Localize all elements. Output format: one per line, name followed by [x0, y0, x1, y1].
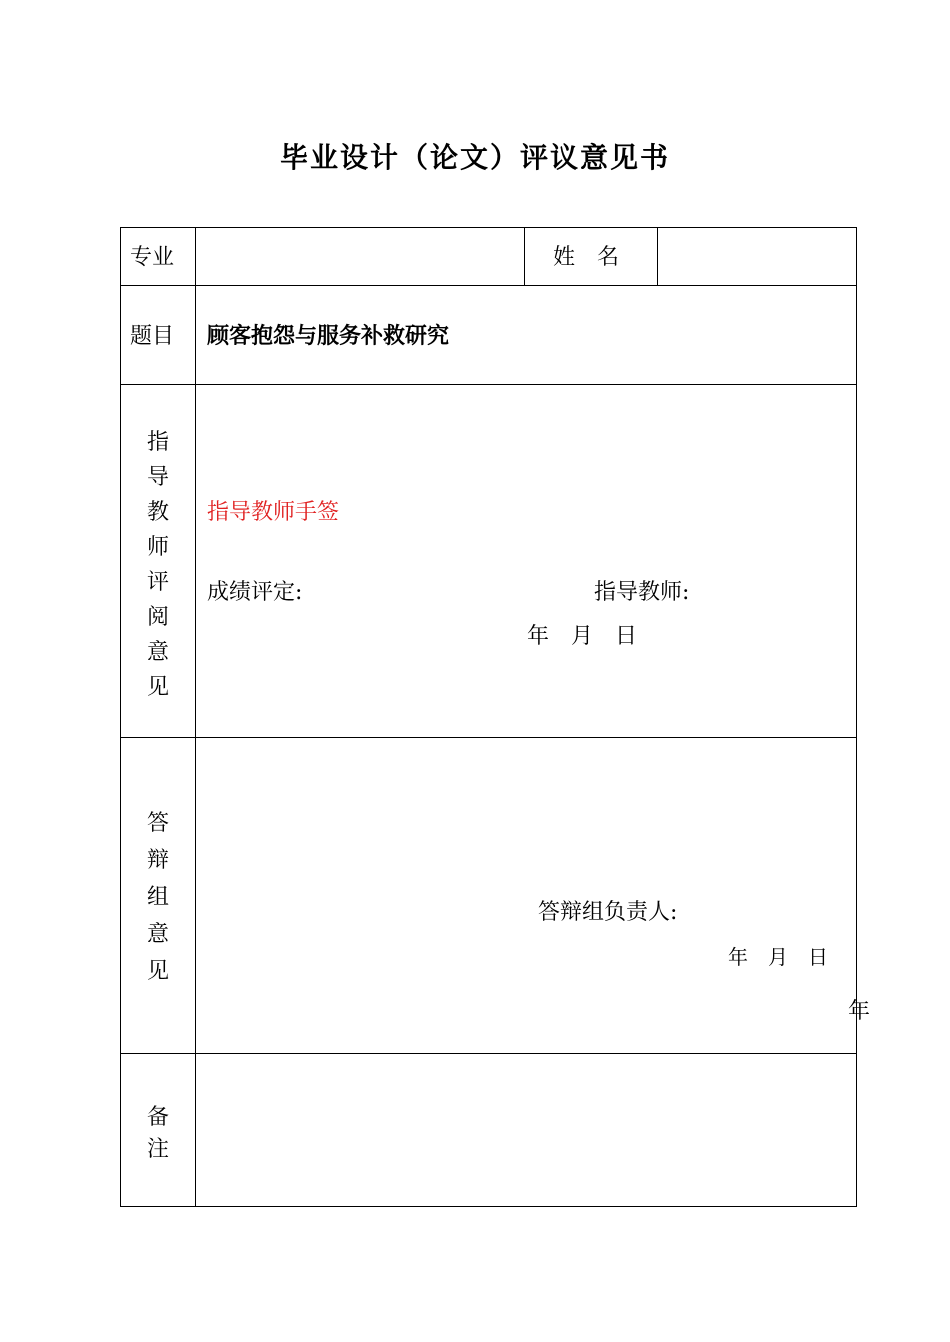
committee-label-char: 组 — [146, 885, 169, 910]
name-label: 姓 名 — [553, 245, 620, 270]
name-label-divider-left — [524, 227, 525, 286]
advisor-signature-label: 指导教师: — [594, 580, 690, 605]
grade-label: 成绩评定: — [207, 580, 303, 605]
advisor-signature-hint: 指导教师手签 — [207, 500, 340, 525]
committee-leader-label: 答辩组负责人: — [538, 900, 678, 925]
name-label-divider-right — [657, 227, 658, 286]
advisor-label-char: 师 — [146, 535, 169, 560]
remarks-label-char: 注 — [146, 1137, 169, 1162]
advisor-label-char: 评 — [146, 570, 169, 595]
major-value-field[interactable] — [205, 243, 515, 273]
topic-value: 顾客抱怨与服务补救研究 — [207, 324, 450, 349]
table-border-top — [120, 227, 857, 228]
committee-label-char: 答 — [146, 811, 169, 836]
table-border-right — [856, 227, 857, 1207]
committee-label-char: 见 — [146, 959, 169, 984]
remarks-label — [120, 1100, 196, 1164]
advisor-label-char: 指 — [146, 430, 169, 455]
table-row-divider-2 — [120, 384, 857, 385]
advisor-label-char: 意 — [146, 640, 169, 665]
major-label: 专业 — [130, 245, 175, 270]
advisor-date-label: 年 月 日 — [527, 624, 638, 649]
document-title: 毕业设计（论文）评议意见书 — [279, 141, 670, 174]
advisor-label-char: 导 — [146, 465, 169, 490]
advisor-label-char: 教 — [146, 500, 169, 525]
topic-label: 题目 — [130, 324, 175, 349]
name-value-field[interactable] — [667, 243, 847, 273]
committee-label-char: 意 — [146, 922, 169, 947]
table-row-divider-3 — [120, 737, 857, 738]
committee-date-label: 年 月 日 — [728, 945, 828, 969]
table-row-divider-4 — [120, 1053, 857, 1054]
table-row-divider-1 — [120, 285, 857, 286]
committee-opinion-label — [120, 806, 196, 991]
advisor-review-label — [120, 425, 196, 705]
advisor-label-char: 见 — [146, 675, 169, 700]
stray-year-char: 年 — [848, 999, 871, 1024]
table-label-column-divider — [195, 227, 196, 1207]
committee-label-char: 辩 — [146, 848, 169, 873]
table-border-bottom — [120, 1206, 857, 1207]
advisor-label-char: 阅 — [146, 605, 169, 630]
table-border-left — [120, 227, 121, 1207]
remarks-label-char: 备 — [146, 1105, 169, 1130]
